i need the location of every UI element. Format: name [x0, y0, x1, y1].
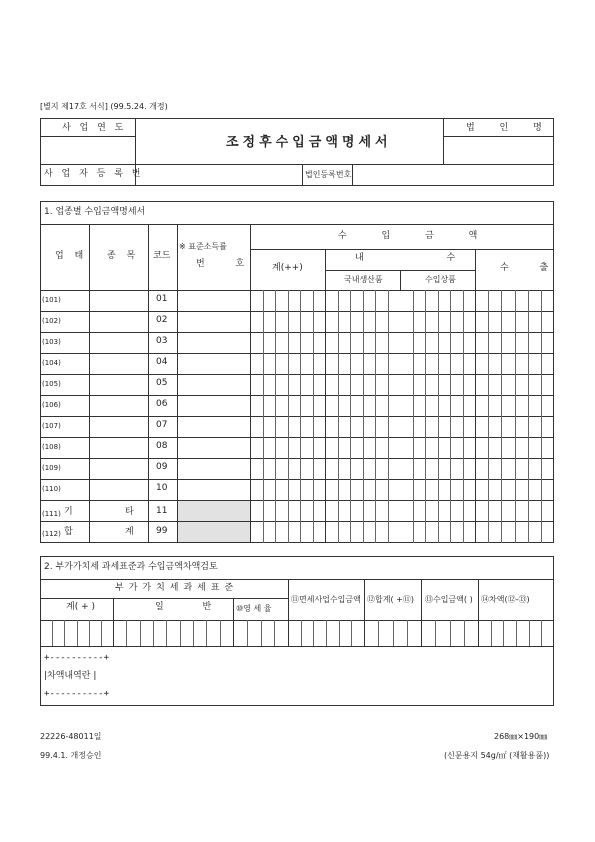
business-registration-label: 사 업 자 등 록 번 [44, 169, 144, 179]
digit-column-line [126, 620, 127, 646]
col-export: 수 출 [500, 263, 563, 273]
row-other-label-a: 기 [64, 507, 73, 517]
digit-column-line [407, 620, 408, 646]
col-business-type: 업 태 [55, 251, 88, 261]
row-total-number: (112) [42, 530, 61, 538]
digit-column-line [166, 620, 167, 646]
row-code: 05 [156, 378, 168, 388]
digit-column-line [52, 620, 53, 646]
row-line [40, 311, 554, 312]
digit-column-line [435, 620, 436, 646]
row-code: 03 [156, 336, 168, 346]
col-exempt-revenue: ⑪면세사업수입금액 [291, 595, 361, 604]
row-other-number: (111) [42, 510, 61, 518]
corporation-registration-label: 법인등록번호 [305, 170, 352, 179]
digit-column-line [301, 620, 302, 646]
corporation-name-label: 법 인 명 [466, 123, 553, 133]
row-number: (108) [42, 443, 61, 451]
col-income-amount: 수 입 금 액 [338, 231, 494, 241]
col-item: 종 목 [107, 251, 140, 261]
row-number: (106) [42, 401, 61, 409]
digit-column-line [464, 620, 465, 646]
digit-column-line [338, 290, 339, 543]
row-number: (110) [42, 485, 61, 493]
digit-column-line [300, 290, 301, 543]
row-number: (109) [42, 464, 61, 472]
digit-column-line [64, 620, 65, 646]
row-code: 01 [156, 294, 168, 304]
digit-column-line [541, 290, 542, 543]
digit-column-line [528, 290, 529, 543]
row-total-label-b: 계 [125, 527, 134, 537]
digit-column-line [393, 620, 394, 646]
digit-column-line [425, 290, 426, 543]
digit-column-line [77, 620, 78, 646]
digit-column-line [89, 620, 90, 646]
digit-column-line [375, 290, 376, 543]
digit-column-line [363, 290, 364, 543]
row-total-code: 99 [156, 526, 168, 536]
digit-column-line [339, 620, 340, 646]
approval-note: 99.4.1. 개정승인 [40, 751, 102, 760]
digit-column-line [313, 620, 314, 646]
row-number: (102) [42, 317, 61, 325]
row-other-label-b: 타 [125, 507, 134, 517]
digit-column-line [288, 290, 289, 543]
section2-title: 2. 부가가치세 과세표준과 수입금액차액검토 [44, 562, 218, 572]
digit-column-line [326, 620, 327, 646]
row-code: 07 [156, 420, 168, 430]
business-year-label: 사 업 연 도 [62, 123, 127, 133]
row-line [40, 395, 554, 396]
digit-column-line [450, 620, 451, 646]
digit-column-line [501, 290, 502, 543]
col-zero-rate: ⑩영 세 율 [236, 604, 272, 613]
digit-column-line [263, 290, 264, 543]
digit-column-line [488, 290, 489, 543]
digit-column-line [463, 290, 464, 543]
digit-column-line [261, 620, 262, 646]
digit-column-line [275, 290, 276, 543]
row-line [40, 374, 554, 375]
row-code: 09 [156, 462, 168, 472]
digit-column-line [378, 620, 379, 646]
digit-column-line [247, 620, 248, 646]
paper-type: (신문용지 54g/㎡ (재활용품)) [444, 751, 550, 760]
diff-box-label: |차액내역란 | [44, 671, 97, 681]
row-number: (107) [42, 422, 61, 430]
row-line [40, 500, 554, 501]
col-imported-goods: 수입상품 [425, 275, 456, 284]
digit-column-line [313, 290, 314, 543]
digit-column-line [503, 620, 504, 646]
shaded-cell [178, 501, 250, 521]
col-domestic-goods: 국내생산품 [344, 275, 383, 284]
digit-column-line [101, 620, 102, 646]
digit-column-line [413, 290, 414, 543]
col-vat-total: 계( + ) [66, 602, 95, 612]
col-revenue: ⑬수입금액( ) [425, 595, 473, 604]
col-general: 일 반 [155, 602, 230, 612]
form-number: 22226-48011일 [40, 732, 102, 741]
col-standard-income-rate: ※ 표준소득률 [179, 242, 227, 251]
digit-column-line [529, 620, 530, 646]
digit-column-line [220, 620, 221, 646]
page-title: 조정후수입금액명세서 [226, 135, 392, 150]
col-sum: ⑫합계( +⑪) [367, 595, 414, 604]
row-code: 02 [156, 315, 168, 325]
digit-column-line [515, 290, 516, 543]
row-number: (105) [42, 380, 61, 388]
col-code: 코드 [153, 251, 171, 261]
col-domestic: 내 수 [355, 253, 496, 263]
digit-column-line [180, 620, 181, 646]
row-total-label-a: 합 [64, 527, 73, 537]
row-code: 08 [156, 441, 168, 451]
row-line [40, 542, 554, 543]
row-number: (104) [42, 359, 61, 367]
row-number: (103) [42, 338, 61, 346]
row-other-code: 11 [156, 506, 168, 516]
row-line [40, 479, 554, 480]
row-code: 04 [156, 357, 168, 367]
row-number: (101) [42, 296, 61, 304]
digit-column-line [140, 620, 141, 646]
row-code: 06 [156, 399, 168, 409]
digit-column-line [153, 620, 154, 646]
digit-column-line [450, 290, 451, 543]
digit-column-line [388, 290, 389, 543]
row-line [40, 353, 554, 354]
row-line [40, 437, 554, 438]
digit-column-line [438, 290, 439, 543]
digit-column-line [516, 620, 517, 646]
form-reference: [별지 제17호 서식] (99.5.24. 개정) [40, 102, 168, 111]
row-line [40, 521, 554, 522]
digit-column-line [193, 620, 194, 646]
col-total: 계(++) [272, 263, 303, 273]
diff-box-bottom: +----------+ [44, 689, 110, 699]
row-line [40, 458, 554, 459]
row-line [40, 332, 554, 333]
digit-column-line [491, 620, 492, 646]
paper-size: 268㎜×190㎜ [494, 732, 548, 741]
diff-box-top: +----------+ [44, 653, 110, 663]
digit-column-line [351, 620, 352, 646]
digit-column-line [541, 620, 542, 646]
col-standard-income-number: 번 호 [196, 259, 259, 269]
digit-column-line [274, 620, 275, 646]
shaded-cell [178, 522, 250, 542]
digit-column-line [350, 290, 351, 543]
vat-tax-base-header: 부가가치세과세표준 [115, 583, 239, 593]
digit-column-line [206, 620, 207, 646]
row-code: 10 [156, 483, 168, 493]
section1-title: 1. 업종별 수입금액명세서 [44, 207, 146, 217]
row-line [40, 416, 554, 417]
col-difference: ⑭차액(⑫-⑬) [481, 595, 530, 604]
